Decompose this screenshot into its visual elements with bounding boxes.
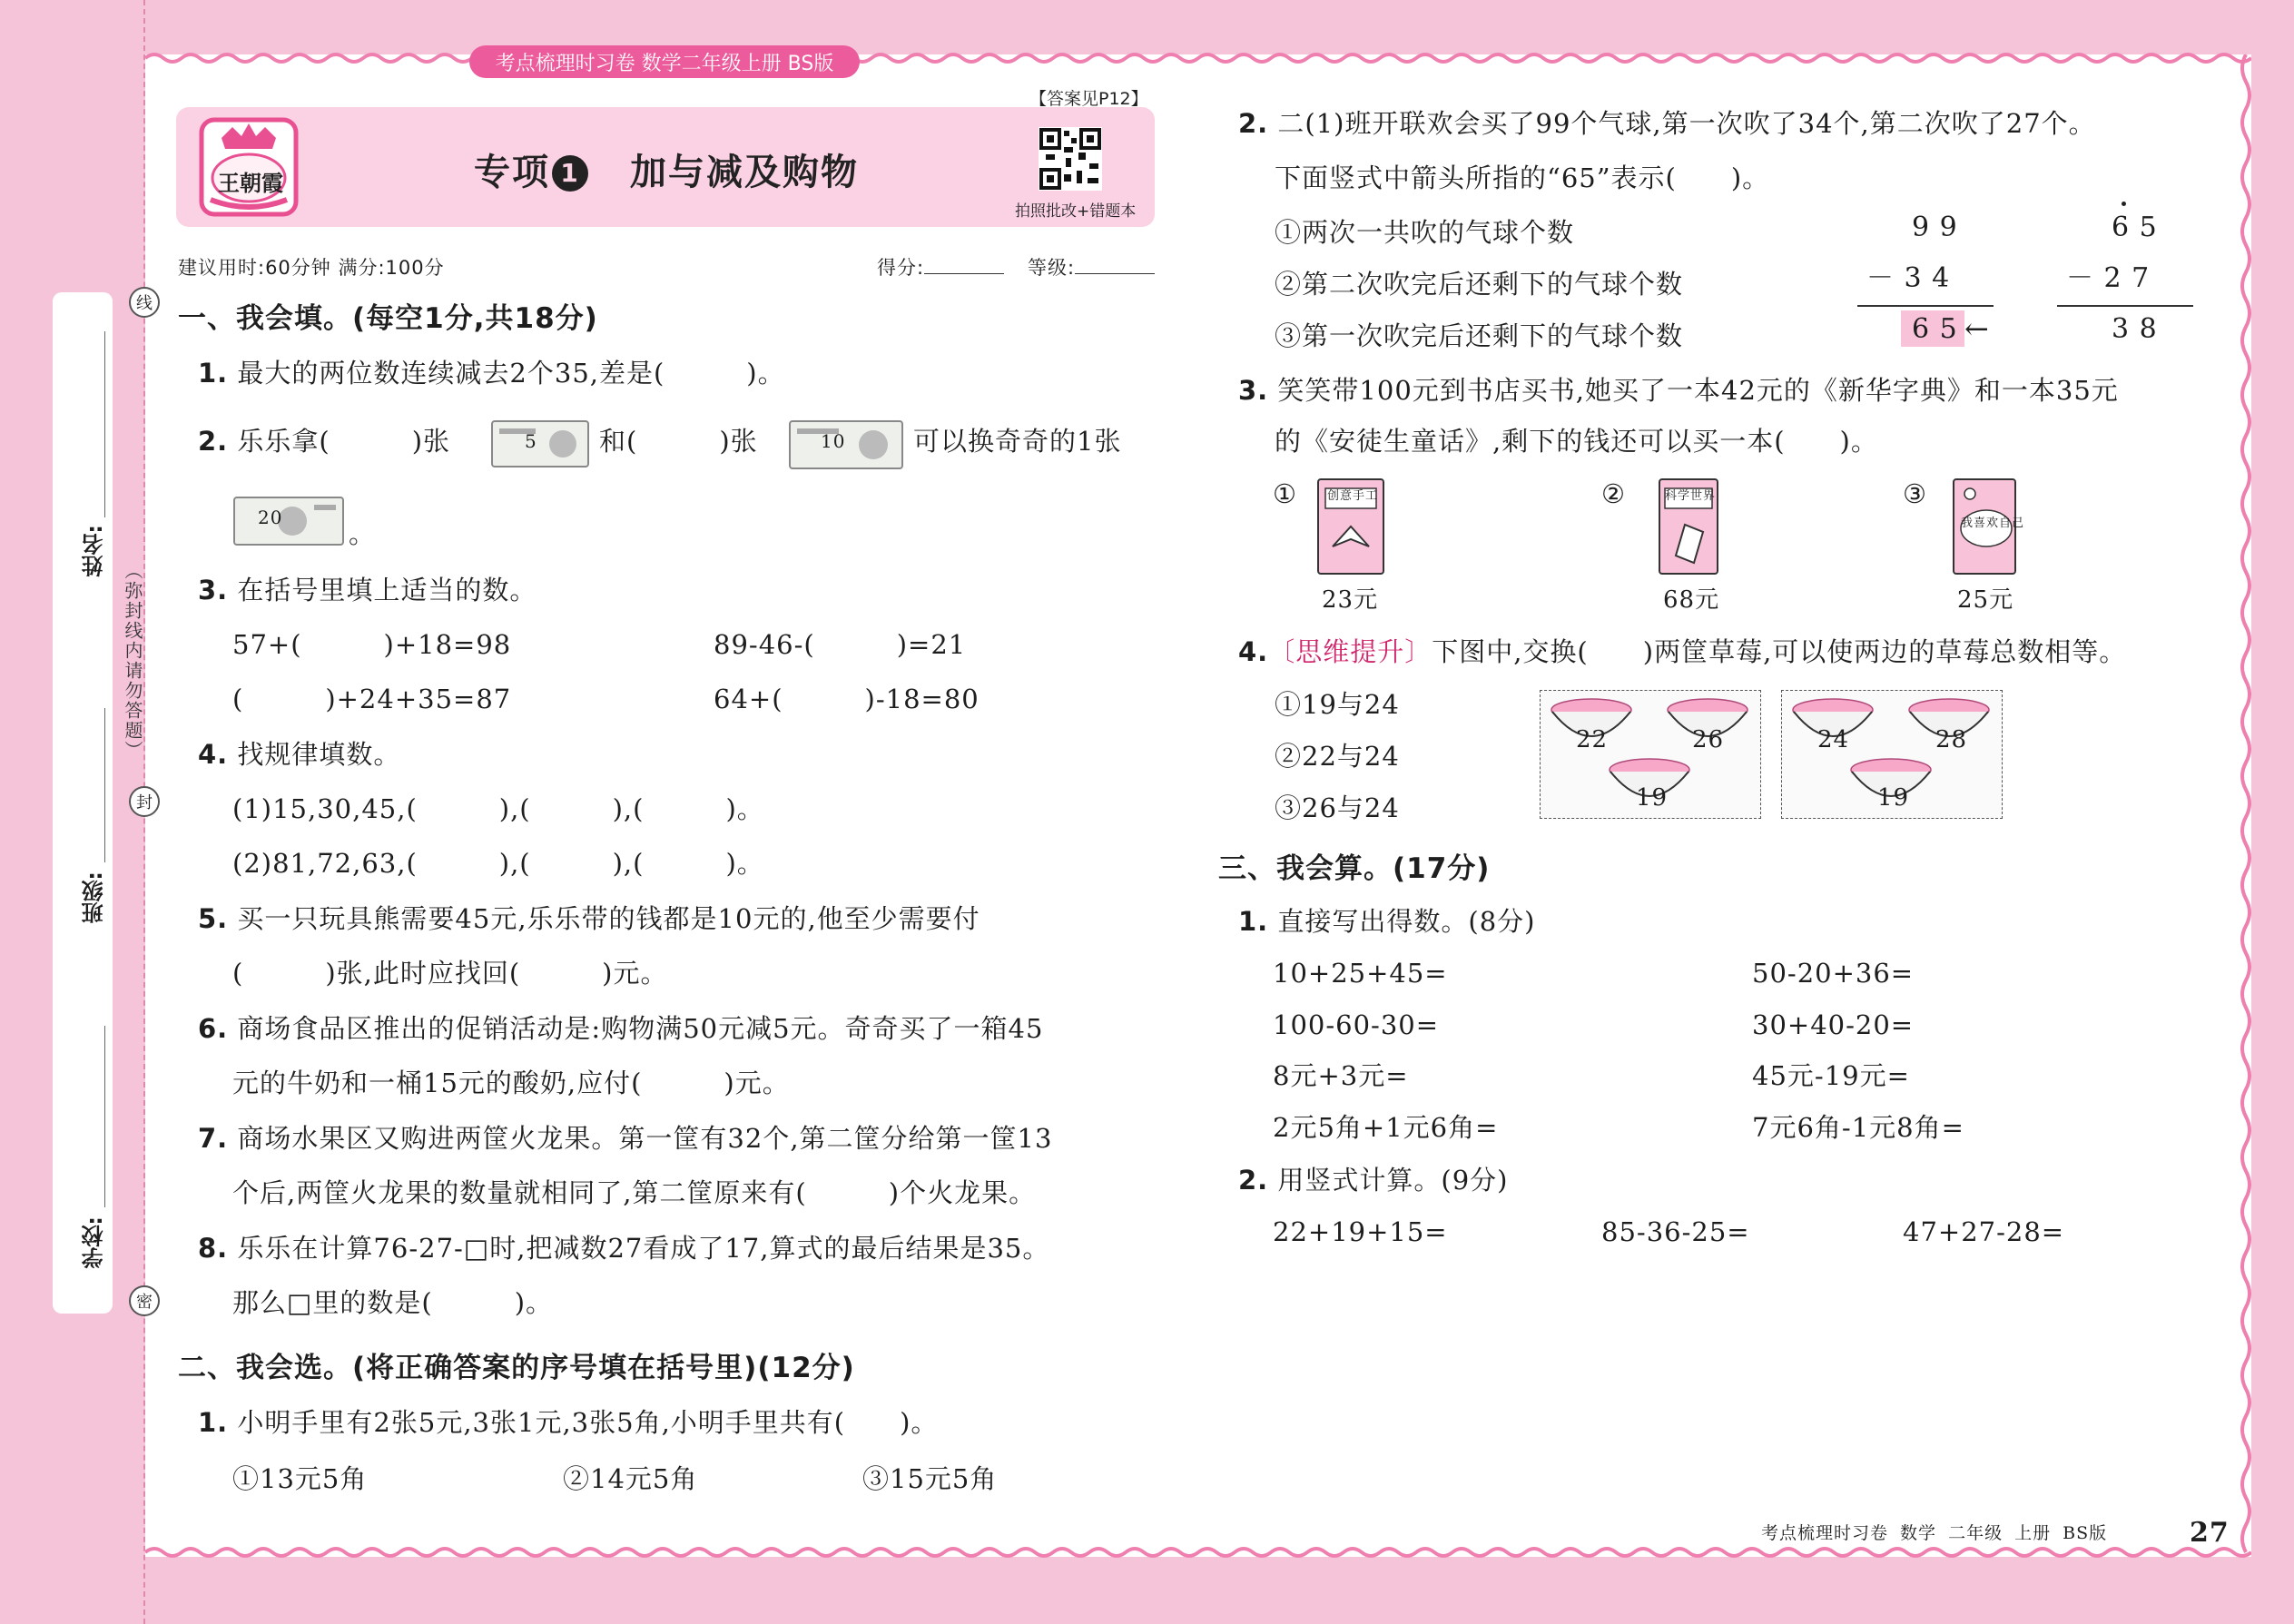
basket-value-28: 28 [1935, 726, 1968, 753]
section-2-title: 二、我会选。(将正确答案的序号填在括号里)(12分) [178, 1352, 855, 1384]
binding-mark-xian: 线 [129, 287, 160, 318]
title-number: 1 [552, 155, 588, 192]
binding-mark-feng: 封 [129, 786, 160, 817]
vertical-calc-1-top: 9 9 [1912, 212, 1958, 243]
book-2-title: 科学世界 [1665, 489, 1717, 503]
vertical-calc-1-mid: － 3 4 [1866, 262, 1951, 294]
basket-value-26: 26 [1692, 726, 1725, 753]
s1-q4: 4. 找规律填数。 [198, 739, 401, 770]
carry-dot [2122, 202, 2126, 206]
s2-q1-option-3[interactable]: ③15元5角 [862, 1463, 998, 1494]
footer-text: 考点梳理时习卷 数学 二年级 上册 BS版 [1761, 1523, 2108, 1543]
s2-q1: 1. 小明手里有2张5元,3张1元,3张5角,小明手里共有( )。 [198, 1407, 939, 1438]
calc-3b: 45元-19元= [1752, 1060, 1910, 1091]
basket-value-19-right: 19 [1877, 784, 1910, 812]
s1-q2-right-option-1[interactable]: ①两次一共吹的气球个数 [1275, 217, 1575, 248]
s1-q4-seq1: (1)15,30,45,( ),( ),( )。 [232, 793, 764, 824]
calc-2a: 100-60-30= [1273, 1009, 1440, 1040]
vertical-calc-2-line [2057, 305, 2193, 307]
grade-label: 等级: [1028, 259, 1155, 278]
banknote-20-value: 20 [258, 507, 283, 528]
s1-q4-right-option-3[interactable]: ③26与24 [1275, 792, 1400, 823]
title-banner [176, 89, 1155, 227]
s1-q3-right: 3. 笑笑带100元到书店买书,她买了一本42元的《新华字典》和一本35元 [1238, 375, 2119, 406]
s2-q1-option-1[interactable]: ①13元5角 [232, 1463, 368, 1494]
vertical-calc-2-mid: － 2 7 [2066, 262, 2151, 294]
s1-q7: 7. 商场水果区又购进两筐火龙果。第一筐有32个,第二筐分给第一筐13 [198, 1123, 1053, 1154]
wavy-border-right [2239, 54, 2253, 1557]
book-1-number[interactable]: ① [1273, 478, 1297, 509]
vertical-calc-b: 85-36-25= [1601, 1216, 1750, 1247]
s1-q4-right-option-2[interactable]: ②22与24 [1275, 741, 1400, 772]
binding-class-label: 班级: [82, 871, 107, 924]
banknote-5-icon [490, 419, 590, 468]
calc-4a: 2元5角+1元6角= [1273, 1112, 1499, 1143]
binding-name-line [104, 331, 105, 517]
s1-q3: 3. 在括号里填上适当的数。 [198, 575, 537, 605]
book-1-price: 23元 [1322, 586, 1379, 614]
s2-q1-option-2[interactable]: ②14元5角 [563, 1463, 698, 1494]
banknote-5-value: 5 [525, 430, 537, 452]
vertical-calc-1-line [1857, 305, 1994, 307]
page-number: 27 [2190, 1517, 2230, 1549]
score-label: 得分: [877, 259, 1004, 278]
calc-1b: 50-20+36= [1752, 958, 1915, 989]
calc-2b: 30+40-20= [1752, 1009, 1915, 1040]
page-title [474, 143, 859, 195]
brand-logo-text: 王朝霞 [218, 170, 283, 196]
book-2-price: 68元 [1663, 586, 1720, 614]
banknote-10-value: 10 [821, 430, 846, 452]
s1-q2-tail: 可以换奇奇的1张 [913, 426, 1122, 457]
s3-q2: 2. 用竖式计算。(9分) [1238, 1165, 1509, 1196]
title-prefix: 专项 [474, 152, 550, 193]
s1-q8-line2: 那么□里的数是( )。 [232, 1287, 554, 1318]
binding-note: （弥封线内请勿答题） [122, 561, 143, 761]
qr-code-icon[interactable] [1039, 127, 1102, 191]
s1-q7-line2: 个后,两筐火龙果的数量就相同了,第二筐原来有( )个火龙果。 [232, 1177, 1037, 1208]
book-3-price: 25元 [1957, 586, 2014, 614]
s1-q2-right-option-3[interactable]: ③第一次吹完后还剩下的气球个数 [1275, 320, 1684, 351]
s1-q2-right-option-2[interactable]: ②第二次吹完后还剩下的气球个数 [1275, 269, 1684, 300]
binding-school-label: 学校: [82, 1216, 107, 1269]
s1-q4-right-option-1[interactable]: ①19与24 [1275, 689, 1400, 720]
vertical-calc-a: 22+19+15= [1273, 1216, 1448, 1247]
s1-q2-right-line2: 下面竖式中箭头所指的“65”表示( )。 [1275, 162, 1770, 193]
answer-reference: 【答案见P12】 [1029, 89, 1148, 109]
s1-q2-end: 。 [349, 518, 377, 549]
book-3-title: 我喜欢自己 [1961, 517, 2025, 530]
book-2-number[interactable]: ② [1601, 478, 1626, 509]
binding-name-label: 姓名: [82, 525, 107, 577]
score-field[interactable] [924, 273, 1004, 274]
s1-q4-right: 4.〔思维提升〕下图中,交换( )两筐草莓,可以使两边的草莓总数相等。 [1238, 636, 2127, 667]
s1-q1: 1. 最大的两位数连续减去2个35,差是( )。 [198, 358, 785, 389]
calc-3a: 8元+3元= [1273, 1060, 1409, 1091]
title-main: 加与减及购物 [630, 152, 859, 193]
wavy-border-top [145, 51, 2251, 65]
series-tag: 考点梳理时习卷 数学二年级上册 BS版 [469, 45, 860, 78]
s1-q3-eq4: 64+( )-18=80 [714, 684, 980, 714]
vertical-calc-2-top: 6 5 [2112, 212, 2158, 243]
s1-q6-line2: 元的牛奶和一桶15元的酸奶,应付( )元。 [232, 1068, 790, 1098]
banknote-20-icon [232, 496, 345, 546]
calc-1a: 10+25+45= [1273, 958, 1448, 989]
section-1-title: 一、我会填。(每空1分,共18分) [178, 302, 598, 335]
section-3-title: 三、我会算。(17分) [1218, 852, 1491, 885]
basket-value-24: 24 [1817, 726, 1850, 753]
s1-q3-eq3: ( )+24+35=87 [232, 684, 512, 714]
vertical-calc-c: 47+27-28= [1903, 1216, 2065, 1247]
s1-q3-right-line2: 的《安徒生童话》,剩下的钱还可以买一本( )。 [1275, 426, 1878, 457]
arrow-left-icon: ← [1964, 311, 1990, 346]
s1-q6: 6. 商场食品区推出的促销活动是:购物满50元减5元。奇奇买了一箱45 [198, 1013, 1044, 1044]
basket-value-19-left: 19 [1636, 784, 1669, 812]
s1-q3-eq1: 57+( )+18=98 [232, 629, 512, 660]
book-1-title: 创意手工 [1327, 489, 1379, 503]
book-3-number[interactable]: ③ [1903, 478, 1927, 509]
s1-q5: 5. 买一只玩具熊需要45元,乐乐带的钱都是10元的,他至少需要付 [198, 903, 980, 934]
wavy-border-bottom [145, 1545, 2251, 1560]
s1-q8: 8. 乐乐在计算76-27-□时,把减数27看成了17,算式的最后结果是35。 [198, 1233, 1050, 1264]
s1-q5-line2: ( )张,此时应找回( )元。 [232, 958, 668, 989]
binding-school-line [104, 1026, 105, 1207]
s1-q2-mid: 和( )张 [599, 426, 758, 457]
s1-q4-seq2: (2)81,72,63,( ),( ),( )。 [232, 848, 764, 879]
banknote-10-icon [788, 419, 904, 470]
s3-q1: 1. 直接写出得数。(8分) [1238, 906, 1536, 937]
s1-q2: 2. 乐乐拿( )张 [198, 426, 451, 457]
binding-mark-mi: 密 [129, 1285, 160, 1316]
calc-4b: 7元6角-1元8角= [1752, 1112, 1964, 1143]
vertical-calc-1-result: 6 5 [1912, 313, 1958, 345]
thinking-tag: 〔思维提升〕 [1268, 636, 1433, 667]
s1-q3-eq2: 89-46-( )=21 [714, 629, 967, 660]
binding-class-line [104, 708, 105, 862]
time-info: 建议用时:60分钟 满分:100分 [178, 257, 445, 279]
vertical-calc-2-result: 3 8 [2112, 313, 2158, 345]
s1-q2-right: 2. 二(1)班开联欢会买了99个气球,第一次吹了34个,第二次吹了27个。 [1238, 108, 2096, 139]
qr-caption: 拍照批改+错题本 [1015, 202, 1137, 221]
grade-field[interactable] [1075, 273, 1155, 274]
basket-value-22: 22 [1576, 726, 1609, 753]
